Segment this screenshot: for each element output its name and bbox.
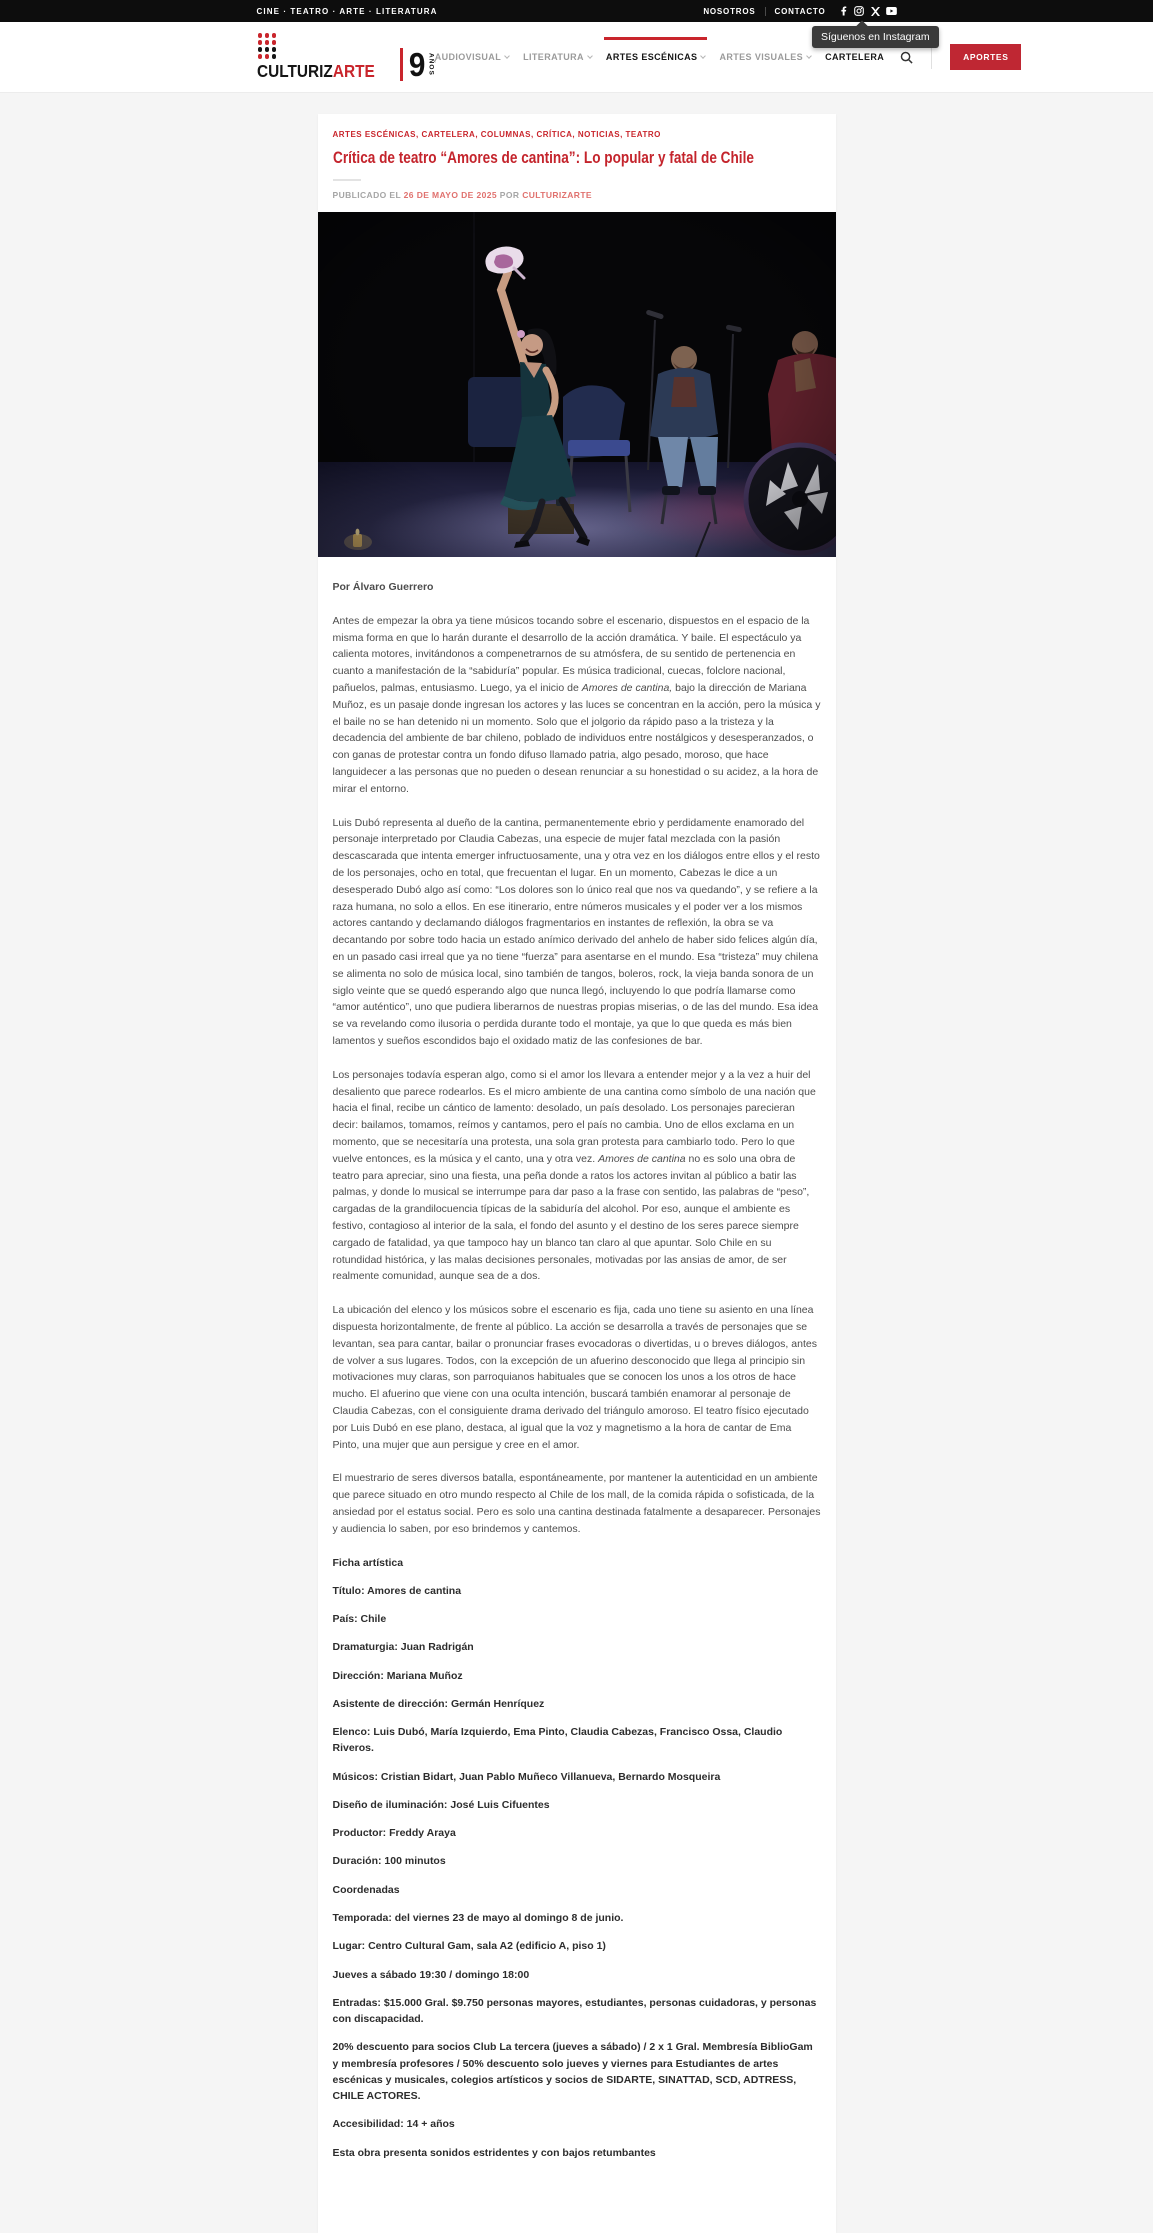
ficha-line: Duración: 100 minutos xyxy=(332,1855,446,1868)
category-link-noticias[interactable]: NOTICIAS xyxy=(577,130,621,139)
topbar xyxy=(0,0,1153,22)
nav-item-artes-escenicas[interactable]: ARTES ESCÉNICAS xyxy=(606,46,706,68)
main-content xyxy=(0,93,1153,2233)
ficha-line: Productor: Freddy Araya xyxy=(332,1827,456,1840)
article-paragraph: La ubicación del elenco y los músicos sobre el escenario es fija, cada uno tiene su asiento en una línea dispuesta horizontalmente, de frente al público. La acción se desarrolla a través de personajes que se levantan, sea para cantar, bailar o pronunciar frases evocadoras o divertidas, u o breves diálogos, antes de volver a sus lugares. Todos, con la excepción de un afuerino desconocido que llega al principio sin motivaciones muy claras, son parroquianos habituales que se conocen los unos a los otros de hace mucho. El afuerino que viene con una oculta intención, buscará también enamorar al personaje de Claudia Cabezas, con el consiguiente drama derivado del triángulo amoroso. El teatro físico ejecutado por Luis Dubó en ese plano, destaca, al igual que la voz y magnetismo a la hora de cantar de Ema Pinto, una mujer que aun persigue y cree en el amor. xyxy=(332,1304,817,1451)
nav-item-cartelera[interactable]: CARTELERA xyxy=(825,46,884,68)
article-byline: Por Álvaro Guerrero xyxy=(332,581,434,594)
ficha-line: Título: Amores de cantina xyxy=(332,1584,462,1597)
article-paragraph: Antes de empezar la obra ya tiene músicos tocando sobre el escenario, dispuestos en el espacio de la misma forma en que lo harán durante el desarrollo de la acción dramática. Y baile. El espectáculo ya calienta motores, invitándonos a compenetrarnos de su atmósfera, de su sentido de pertenencia en cuanto a manifestación de la “sabiduría” popular. Es música tradicional, cuecas, folclore nacional, pañuelos, palmas, entusiasmo. Luego, ya el inicio de Amores de cantina, bajo la dirección de Mariana Muñoz, es un pasaje donde ingresan los actores y las luces se concentran en la acción, pero la música y el baile no se han detenido ni un momento. Solo que el jolgorio da rápido paso a la tristeza y la decadencia del ambiente de bar chileno, poblado de individuos entre nostálgicos y desesperanzados, o con ganas de protestar contra un fondo difuso llamado patria, algo pesado, moroso, que hace languidecer a las personas que no pueden o desean renunciar a su honestidad o su acidez, a la hora de mirar el entorno. xyxy=(332,614,821,795)
category-link-critica[interactable]: CRÍTICA xyxy=(536,130,573,139)
x-icon[interactable] xyxy=(870,6,881,17)
published-date-link[interactable]: 26 DE MAYO DE 2025 xyxy=(403,190,498,201)
ficha-line: Entradas: $15.000 Gral. $9.750 personas mayores, estudiantes, personas cuidadoras, y personas con discapacidad. xyxy=(332,1996,817,2026)
ficha-line: Temporada: del viernes 23 de mayo al domingo 8 de junio. xyxy=(332,1911,624,1924)
ficha-line: Asistente de dirección: Germán Henríquez xyxy=(332,1697,545,1710)
topbar-link-contacto[interactable]: CONTACTO xyxy=(774,6,826,16)
chevron-down-icon xyxy=(587,53,593,59)
topbar-divider xyxy=(765,7,766,16)
article-hero-image xyxy=(318,212,836,557)
ficha-line: Diseño de iluminación: José Luis Cifuentes xyxy=(332,1798,550,1811)
chevron-down-icon xyxy=(806,53,812,59)
ficha-line: Ficha artística xyxy=(332,1556,404,1569)
ficha-line: 20% descuento para socios Club La tercera (jueves a sábado) / 2 x 1 Gral. Membresía BiblioGam y membresía profesores / 50% descuento solo jueves y viernes para Estudiantes de artes escénicas y musicales, colegios artísticos y socios de SIDARTE, SINATTAD, SCD, ADTRESS, CHILE ACTORES. xyxy=(332,2041,813,2103)
ficha-line: Elenco: Luis Dubó, María Izquierdo, Ema Pinto, Claudia Cabezas, Francisco Ossa, Claudio Riveros. xyxy=(332,1726,783,1755)
site-logo[interactable] xyxy=(257,33,435,81)
category-link-teatro[interactable]: TEATRO xyxy=(625,130,661,139)
category-links: ARTES ESCÉNICAS, CARTELERA, COLUMNAS, CRÍTICA, NOTICIAS, TEATRO xyxy=(332,130,661,139)
ficha-line: Dramaturgia: Juan Radrigán xyxy=(332,1641,474,1654)
facebook-icon[interactable] xyxy=(838,6,849,17)
title-divider xyxy=(333,179,361,181)
logo-wordmark: CULTURIZARTE xyxy=(256,61,375,82)
chevron-down-icon xyxy=(701,53,707,59)
ficha-line: Coordenadas xyxy=(332,1883,400,1896)
logo-years-badge: 9 AÑOS xyxy=(400,48,434,81)
aportes-button[interactable]: APORTES xyxy=(950,44,1021,70)
logo-dots xyxy=(258,33,391,61)
ficha-line: Dirección: Mariana Muñoz xyxy=(332,1669,463,1682)
published-meta: PUBLICADO EL 26 DE MAYO DE 2025 POR CULTURIZARTE xyxy=(332,190,592,201)
nav-item-literatura[interactable]: LITERATURA xyxy=(523,46,592,68)
instagram-icon[interactable] xyxy=(854,6,865,17)
instagram-tooltip: Síguenos en Instagram xyxy=(812,26,939,48)
ficha-line: País: Chile xyxy=(332,1613,387,1626)
category-link-cartelera[interactable]: CARTELERA xyxy=(421,130,476,139)
ficha-line: Jueves a sábado 19:30 / domingo 18:00 xyxy=(332,1968,530,1981)
article-paragraph: Los personajes todavía esperan algo, como si el amor los llevara a entender mejor y a la vez a huir del desaliento que parece rodearlos. Es el micro ambiente de una cantina como símbolo de una nación que hacia el final, recibe un cántico de lamento: desolado, un país desolado. Los personajes parecieran decir: bailamos, tomamos, reímos y cantamos, pero el país no cambia. Uno de ellos exclama en un momento, que se necesitaría una protesta, una sola gran protesta para cambiarlo todo. Pero lo que vuelve entonces, es la música y el canto, una y otra vez. Amores de cantina no es solo una obra de teatro para apreciar, sino una fiesta, una peña donde a ratos los actores invitan al público a batir las palmas, y donde lo musical se interrumpe para dar paso a la frase con sentido, las palabras de “peso”, cargadas de la grandilocuencia típicas de la sabiduría del alcohol. Por eso, aunque el ambiente es festivo, contagioso al interior de la sala, el fondo del asunto y el destino de los seres parece siempre cargado de fatalidad, ya que tampoco hay un blanco tan claro al que apuntar. Solo Chile en su rotundidad histórica, y las malas decisiones personales, motivadas por las ansias de amor, de ser realmente comunidad, aunque sea de a dos. xyxy=(332,1068,816,1283)
nav-item-audiovisual[interactable]: AUDIOVISUAL xyxy=(435,46,509,68)
active-nav-indicator xyxy=(604,37,708,40)
topbar-links xyxy=(703,7,825,16)
article-card xyxy=(318,114,836,2233)
category-link-artes-escenicas[interactable]: ARTES ESCÉNICAS xyxy=(332,130,417,139)
author-link[interactable]: CULTURIZARTE xyxy=(522,190,592,201)
nav-item-artes-visuales[interactable]: ARTES VISUALES xyxy=(719,46,811,68)
article-body xyxy=(318,557,836,2161)
header-divider xyxy=(931,45,932,69)
ficha-line: Lugar: Centro Cultural Gam, sala A2 (edificio A, piso 1) xyxy=(332,1940,606,1953)
ficha-line: Músicos: Cristian Bidart, Juan Pablo Muñeco Villanueva, Bernardo Mosqueira xyxy=(332,1770,721,1783)
article-paragraph: El muestrario de seres diversos batalla, espontáneamente, por mantener la autenticidad en un ambiente que parece situado en otro mundo respecto al Chile de los mall, de la comida rápida o sofisticada, de la ansiedad por el estatus social. Pero es solo una cantina destinada fatalmente a desaparecer. Personajes y audiencia lo saben, por eso brindemos y cantemos. xyxy=(332,1472,821,1535)
article-title: Crítica de teatro “Amores de cantina”: Lo popular y fatal de Chile xyxy=(332,148,754,167)
chevron-down-icon xyxy=(504,53,510,59)
topbar-link-nosotros[interactable]: NOSOTROS xyxy=(703,6,756,16)
search-icon[interactable] xyxy=(900,51,913,64)
category-link-columnas[interactable]: COLUMNAS xyxy=(480,130,531,139)
site-header xyxy=(0,22,1153,93)
site-sections-text: CINE · TEATRO · ARTE · LITERATURA xyxy=(256,6,438,16)
social-icons xyxy=(838,6,897,17)
article-paragraph: Luis Dubó representa al dueño de la cantina, permanentemente ebrio y perdidamente enamorado del personaje interpretado por Claudia Cabezas, una especie de mujer fatal mezclada con la pasión descascarada que intenta emerger infructuosamente, una y otra vez en los diálogos entre ellos y el resto de los personajes, ocho en total, que frecuentan el lugar. En un momento, Cabezas le dice a un desesperado Dubó algo así como: “Los dolores son lo único real que nos va quedando”, y se refiere a la raza humana, no solo a ellos. En ese itinerario, entre números musicales y el poder ver a los mismos actores cantando y declamando diálogos fragmentarios en instantes de reflexión, la obra se va decantando por sobre todo hacia un estado anímico derivado del anhelo de haber sido felices algún día, en un pasado casi irreal que ya no tiene “fuerza” para asentarse en el mundo. Esa “tristeza” muy chilena se alimenta no solo de música local, sino también de tangos, boleros, rock, la vieja banda sonora de un siglo veinte que se quedó esperando algo que nunca llegó, incluyendo lo que podría llamarse como “amor auténtico”, uno que pudiera liberarnos de nuestras propias miserias, o de las del mundo. Esa idea se va revelando como ilusoria o perdida durante todo el montaje, ya que lo que queda es más bien lamentos y sueños escondidos bajo el oxidado matiz de las confesiones de bar. xyxy=(332,816,820,1048)
ficha-line: Esta obra presenta sonidos estridentes y con bajos retumbantes xyxy=(332,2146,656,2159)
ficha-line: Accesibilidad: 14 + años xyxy=(332,2118,455,2131)
youtube-icon[interactable] xyxy=(886,6,897,17)
